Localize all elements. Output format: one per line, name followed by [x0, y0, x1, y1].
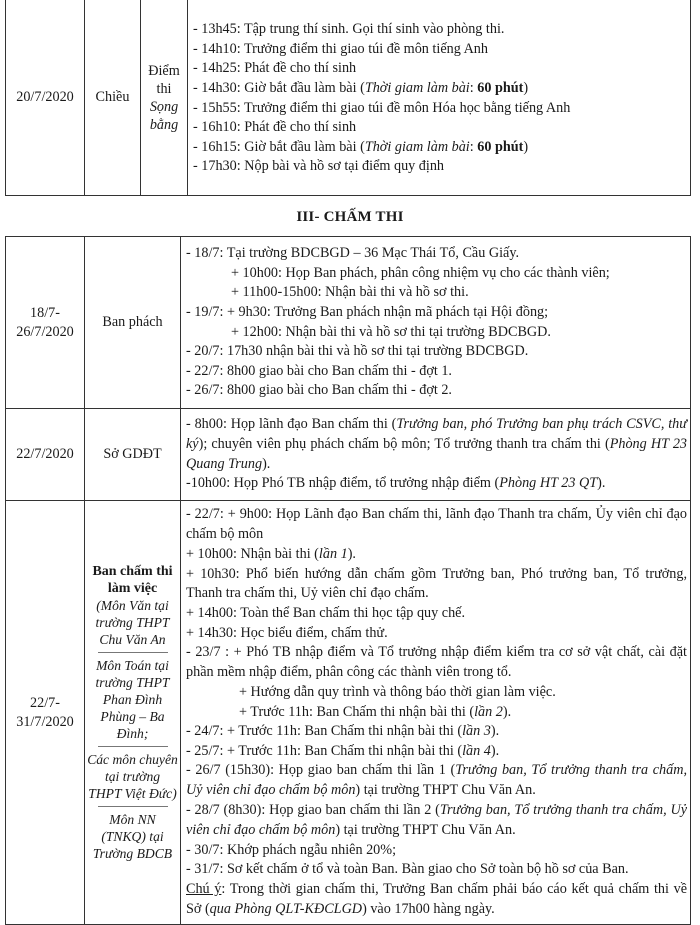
list-item: - 23/7 : + Phó TB nhập điểm và Tổ trưởng nhập điểm kiểm tra cơ sở vật chất, cài đặt phần mềm nhập điểm, phân công các thành viên trong tổ.: [186, 644, 687, 681]
list-item: + 10h30: Phổ biến hướng dẫn chấm gồm Trưởng ban, Phó trưởng ban, Tổ trưởng, Thanh tra chấm thi, Uỷ viên chỉ đạo chấm.: [186, 565, 687, 602]
list-item: - 14h25: Phát đề cho thí sinh: [193, 60, 357, 77]
divider: [98, 746, 168, 747]
list-item: - 30/7: Khớp phách ngẫu nhiên 20%;: [186, 841, 397, 858]
list-item: + 11h00-15h00: Nhận bài thi và hồ sơ thi.: [231, 284, 469, 301]
list-item: - 8h00: Họp lãnh đạo Ban chấm thi (Trưởng ban, phó Trưởng ban phụ trách CSVC, thư ký); chuyên viên phụ phách chấm bộ môn; Tổ trưởng thanh tra chấm thi (Phòng HT 23 Quang Trung).: [186, 415, 688, 472]
list-item: - 17h30: Nộp bài và hồ sơ tại điểm quy định: [193, 158, 445, 175]
list-item: - 22/7: 8h00 giao bài cho Ban chấm thi - đợt 1.: [186, 362, 452, 379]
list-item: + Trước 11h: Ban Chấm thi nhận bài thi (lần 2).: [239, 703, 512, 720]
location-cell: Điểm thi Sọng bằng: [141, 0, 188, 196]
unit-note: (Môn Văn tại trường THPT Chu Văn An: [95, 598, 170, 647]
activity-cell: [181, 409, 691, 501]
unit-cell: Sở GDĐT: [85, 409, 181, 501]
list-item: - 26/7 (15h30): Họp giao ban chấm thi lần 1 (Trưởng ban, Tổ trưởng thanh tra chấm, Uỷ viên chỉ đạo chấm bộ môn) tại trường THPT Chu Văn An.: [186, 762, 687, 799]
list-item: + 14h00: Toàn thể Ban chấm thi học tập quy chế.: [186, 605, 466, 622]
list-item: - 14h30: Giờ bắt đầu làm bài (Thời giam làm bài: 60 phút): [193, 79, 529, 96]
table-row: [6, 409, 691, 501]
list-item: + 10h00: Họp Ban phách, phân công nhiệm vụ cho các thành viên;: [231, 264, 610, 281]
list-item: - 25/7: + Trước 11h: Ban Chấm thi nhận bài thi (lần 4).: [186, 742, 500, 759]
date-cell: 18/7- 26/7/2020: [6, 237, 85, 409]
table-row: [6, 237, 691, 409]
divider: [98, 652, 168, 653]
activity-cell: [181, 501, 691, 925]
list-item: - 18/7: Tại trường BDCBGD – 36 Mạc Thái Tổ, Cầu Giấy.: [186, 245, 520, 262]
table-row: [6, 0, 691, 196]
list-item: - 19/7: + 9h30: Trưởng Ban phách nhận mã phách tại Hội đồng;: [186, 303, 549, 320]
date-cell: 22/7/2020: [6, 409, 85, 501]
list-item: - 28/7 (8h30): Họp giao ban chấm thi lần 2 (Trưởng ban, Tổ trưởng thanh tra chấm, Uỷ viên chỉ đạo chấm bộ môn) tại trường THPT Chu Văn An.: [186, 801, 687, 838]
unit-note: Môn Toán tại trường THPT Phan Đình Phùng – Ba Đình;: [95, 658, 170, 741]
list-item: - 16h15: Giờ bắt đầu làm bài (Thời giam làm bài: 60 phút): [193, 138, 529, 155]
list-item: + Hướng dẫn quy trình và thông báo thời gian làm việc.: [239, 684, 556, 700]
list-item: + 10h00: Nhận bài thi (lần 1).: [186, 546, 356, 563]
list-item: - 20/7: 17h30 nhận bài thi và hồ sơ thi tại trường BDCBGD.: [186, 343, 529, 360]
list-item: - 13h45: Tập trung thí sinh. Gọi thí sinh vào phòng thi.: [193, 21, 505, 38]
list-item: - 14h10: Trưởng điểm thi giao túi đề môn tiếng Anh: [193, 40, 488, 57]
session-cell: Chiều: [85, 0, 141, 196]
list-item: - 24/7: + Trước 11h: Ban Chấm thi nhận bài thi (lần 3).: [186, 723, 500, 740]
unit-note: Môn NN (TNKQ) tại Trường BDCB: [92, 812, 173, 861]
list-item: - 26/7: 8h00 giao bài cho Ban chấm thi - đợt 2.: [186, 382, 452, 399]
divider: [98, 806, 168, 807]
unit-cell: Ban phách: [85, 237, 181, 409]
schedule-cell: [188, 0, 691, 196]
list-item: -10h00: Họp Phó TB nhập điểm, tổ trưởng nhập điểm (Phòng HT 23 QT).: [186, 475, 606, 492]
section-title: III- CHẤM THI: [296, 209, 404, 225]
list-item: - 31/7: Sơ kết chấm ở tổ và toàn Ban. Bàn giao cho Sở toàn bộ hồ sơ của Ban.: [186, 861, 629, 878]
activity-cell: [181, 237, 691, 409]
date-cell: 22/7- 31/7/2020: [6, 501, 85, 925]
grading-schedule-table: [5, 236, 691, 925]
list-item: - 15h55: Trưởng điểm thi giao túi đề môn Hóa học bằng tiếng Anh: [193, 99, 571, 116]
unit-cell: [85, 501, 181, 925]
list-item: - 22/7: + 9h00: Họp Lãnh đạo Ban chấm thi, lãnh đạo Thanh tra chấm, Ủy viên chỉ đạo chấm bộ môn: [186, 506, 687, 543]
list-item: + 14h30: Học biểu điểm, chấm thử.: [186, 624, 388, 641]
unit-note: Các môn chuyên tại trường THPT Việt Đức): [87, 752, 178, 801]
table-row: [6, 501, 691, 925]
unit-title: Ban chấm thi làm việc: [92, 564, 173, 596]
date-cell: 20/7/2020: [6, 0, 85, 196]
list-item: - 16h10: Phát đề cho thí sinh: [193, 119, 357, 136]
exam-schedule-table: [5, 0, 691, 196]
note: Chú ý: Trong thời gian chấm thi, Trưởng Ban chấm phải báo cáo kết quả chấm thi về Sở (qua Phòng QLT-KĐCLGD) vào 17h00 hàng ngày.: [186, 880, 687, 917]
list-item: + 12h00: Nhận bài thi và hồ sơ thi tại trường BDCBGD.: [231, 323, 551, 340]
